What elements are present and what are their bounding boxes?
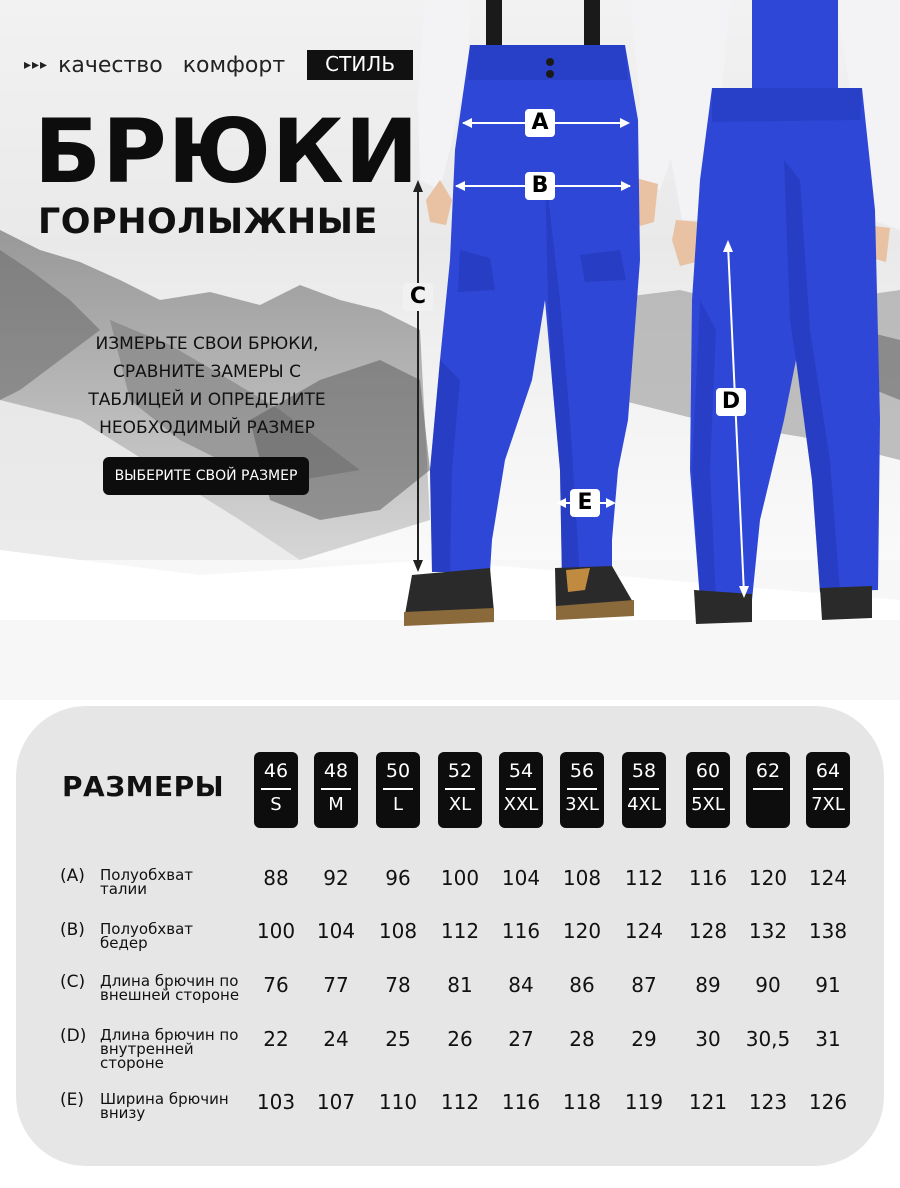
row-key: (E) [60, 1090, 85, 1110]
size-header [376, 752, 420, 828]
size-divider [261, 788, 291, 790]
table-cell: 30,5 [745, 1027, 791, 1051]
table-cell: 28 [569, 1027, 595, 1051]
tagline-word-quality: качество [58, 52, 163, 78]
table-cell: 128 [688, 919, 728, 943]
measure-label-b: B [525, 172, 555, 200]
row-title: Длина брючин по внешней стороне [100, 972, 240, 1004]
tagline [24, 50, 413, 80]
table-cell: 24 [323, 1027, 349, 1051]
table-cell: 103 [256, 1090, 296, 1114]
table-cell: 30 [695, 1027, 721, 1051]
size-divider [813, 788, 843, 790]
size-letter: 5XL [691, 793, 725, 815]
page-subtitle: ГОРНОЛЫЖНЫЕ [38, 202, 378, 242]
table-cell: 116 [501, 919, 541, 943]
measure-label-d: D [716, 388, 746, 416]
table-cell: 108 [562, 866, 602, 890]
size-number: 54 [508, 760, 534, 782]
size-divider [693, 788, 723, 790]
choose-size-button[interactable]: ВЫБЕРИТЕ СВОЙ РАЗМЕР [103, 457, 309, 495]
table-cell: 126 [808, 1090, 848, 1114]
triple-arrow-icon: ▸▸▸ [24, 57, 49, 73]
table-cell: 92 [323, 866, 349, 890]
table-cell: 25 [385, 1027, 411, 1051]
table-cell: 100 [440, 866, 480, 890]
size-number: 52 [447, 760, 473, 782]
size-chart-title: РАЗМЕРЫ [62, 770, 225, 803]
size-number: 60 [695, 760, 721, 782]
measure-label-e: E [570, 489, 600, 517]
table-cell: 123 [748, 1090, 788, 1114]
size-header [686, 752, 730, 828]
table-cell: 31 [815, 1027, 841, 1051]
row-title: Полуобхват бедер [100, 920, 193, 952]
table-cell: 121 [688, 1090, 728, 1114]
table-cell: 104 [316, 919, 356, 943]
table-cell: 112 [440, 919, 480, 943]
table-cell: 138 [808, 919, 848, 943]
size-letter: XL [448, 793, 472, 815]
row-title: Длина брючин по внутренней стороне [100, 1026, 239, 1072]
table-cell: 118 [562, 1090, 602, 1114]
table-cell: 124 [624, 919, 664, 943]
table-cell: 84 [508, 973, 534, 997]
table-cell: 87 [631, 973, 657, 997]
table-cell: 112 [440, 1090, 480, 1114]
table-cell: 100 [256, 919, 296, 943]
instruction-line: НЕОБХОДИМЫЙ РАЗМЕР [99, 418, 315, 438]
table-cell: 107 [316, 1090, 356, 1114]
size-divider [506, 788, 536, 790]
table-cell: 89 [695, 973, 721, 997]
table-cell: 29 [631, 1027, 657, 1051]
size-letter: M [328, 793, 344, 815]
table-cell: 132 [748, 919, 788, 943]
table-cell: 110 [378, 1090, 418, 1114]
table-cell: 96 [385, 866, 411, 890]
measure-instruction [62, 330, 352, 442]
table-cell: 112 [624, 866, 664, 890]
size-header [438, 752, 482, 828]
table-cell: 91 [815, 973, 841, 997]
row-key: (B) [60, 920, 85, 940]
size-number: 64 [815, 760, 841, 782]
size-divider [629, 788, 659, 790]
size-letter: S [270, 793, 282, 815]
page-title: БРЮКИ [34, 100, 420, 203]
table-cell: 119 [624, 1090, 664, 1114]
row-key: (C) [60, 972, 86, 992]
instruction-line: ИЗМЕРЬТЕ СВОИ БРЮКИ, [95, 334, 319, 354]
size-number: 62 [755, 760, 781, 782]
table-cell: 77 [323, 973, 349, 997]
table-cell: 124 [808, 866, 848, 890]
pants-front-view [404, 0, 690, 626]
size-number: 56 [569, 760, 595, 782]
table-cell: 81 [447, 973, 473, 997]
size-letter: XXL [503, 793, 539, 815]
size-letter: 7XL [811, 793, 845, 815]
row-key: (D) [60, 1026, 87, 1046]
table-cell: 88 [263, 866, 289, 890]
size-number: 46 [263, 760, 289, 782]
table-cell: 116 [688, 866, 728, 890]
tagline-word-comfort: комфорт [182, 52, 286, 78]
table-cell: 116 [501, 1090, 541, 1114]
row-key: (A) [60, 866, 85, 886]
table-cell: 78 [385, 973, 411, 997]
size-divider [753, 788, 783, 790]
size-number: 48 [323, 760, 349, 782]
size-header [254, 752, 298, 828]
table-cell: 26 [447, 1027, 473, 1051]
size-header [499, 752, 543, 828]
table-cell: 120 [748, 866, 788, 890]
size-number: 50 [385, 760, 411, 782]
size-header [806, 752, 850, 828]
row-title: Полуобхват талии [100, 866, 193, 898]
size-divider [383, 788, 413, 790]
size-header [560, 752, 604, 828]
size-letter: L [392, 793, 404, 815]
size-header [622, 752, 666, 828]
pants-back-view [664, 0, 900, 624]
size-letter: 3XL [565, 793, 599, 815]
table-cell: 108 [378, 919, 418, 943]
size-header [746, 752, 790, 828]
size-number: 58 [631, 760, 657, 782]
row-title: Ширина брючин внизу [100, 1090, 229, 1122]
size-divider [567, 788, 597, 790]
table-cell: 90 [755, 973, 781, 997]
instruction-line: СРАВНИТЕ ЗАМЕРЫ С [113, 362, 301, 382]
tagline-style-badge: СТИЛЬ [307, 50, 413, 80]
table-cell: 104 [501, 866, 541, 890]
instruction-line: ТАБЛИЦЕЙ И ОПРЕДЕЛИТЕ [88, 390, 326, 410]
measure-label-a: A [525, 109, 555, 137]
size-letter: 4XL [627, 793, 661, 815]
table-cell: 86 [569, 973, 595, 997]
table-cell: 22 [263, 1027, 289, 1051]
size-divider [321, 788, 351, 790]
table-cell: 27 [508, 1027, 534, 1051]
size-header [314, 752, 358, 828]
measure-label-c: C [403, 283, 433, 311]
table-cell: 120 [562, 919, 602, 943]
size-divider [445, 788, 475, 790]
table-cell: 76 [263, 973, 289, 997]
